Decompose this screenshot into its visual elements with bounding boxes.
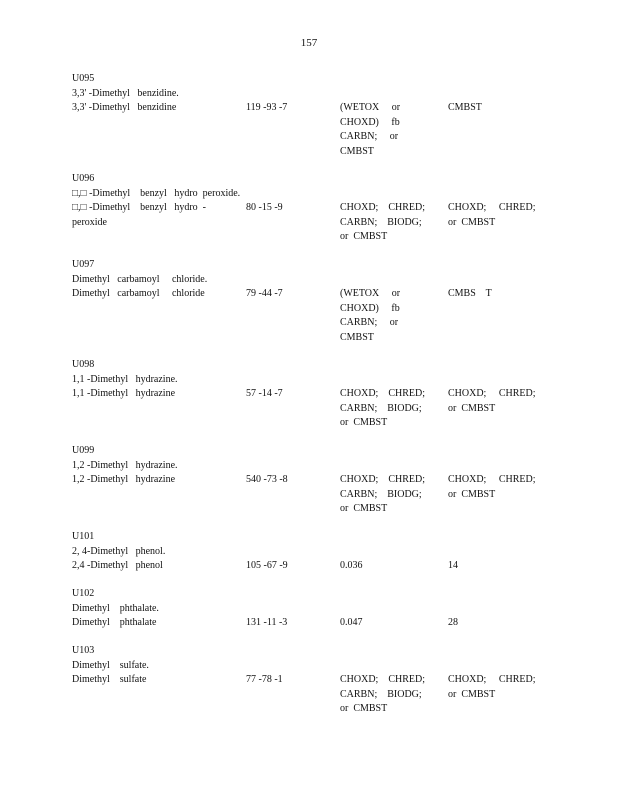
cas-number: 79 -44 -7 (246, 288, 283, 299)
chemical-name-header: Dimethyl phthalate. (72, 602, 159, 614)
chemical-name-header: 3,3' -Dimethyl benzidine. (72, 87, 179, 99)
nonwastewater-standard: CMBST (448, 102, 482, 113)
wastewater-standard: (WETOX or CHOXD) fb CARBN; or CMBST (340, 288, 401, 343)
waste-entry-u103 (72, 644, 552, 714)
chemical-name-header: 2, 4-Dimethyl phenol. (72, 545, 166, 557)
waste-code: U098 (72, 359, 95, 370)
cas-number: 131 -11 -3 (246, 617, 288, 628)
waste-code: U102 (72, 588, 95, 599)
waste-entry-u096 (72, 172, 552, 242)
cas-number: 77 -78 -1 (246, 674, 283, 685)
nonwastewater-standard: CHOXD; CHRED; or CMBST (448, 202, 536, 228)
waste-code: U095 (72, 73, 95, 84)
wastewater-standard: CHOXD; CHRED; CARBN; BIODG; or CMBST (340, 674, 426, 714)
wastewater-standard: CHOXD; CHRED; CARBN; BIODG; or CMBST (340, 202, 426, 242)
waste-entry-u097 (72, 258, 552, 343)
chemical-name: 1,1 -Dimethyl hydrazine (72, 388, 176, 399)
cas-number: 57 -14 -7 (246, 388, 283, 399)
cas-number: 105 -67 -9 (246, 560, 288, 571)
wastewater-standard: 0.047 (340, 617, 363, 628)
waste-entry-u102 (72, 587, 552, 628)
nonwastewater-standard: 28 (448, 617, 458, 628)
waste-entry-u095 (72, 72, 552, 157)
waste-code: U096 (72, 173, 95, 184)
chemical-name: 3,3' -Dimethyl benzidine (72, 102, 177, 113)
waste-entry-u099 (72, 444, 552, 514)
cas-number: 540 -73 -8 (246, 474, 288, 485)
chemical-name: Dimethyl phthalate (72, 617, 157, 628)
chemical-name: 2,4 -Dimethyl phenol (72, 560, 163, 571)
chemical-name: □,□ -Dimethyl benzyl hydro - peroxide (72, 202, 206, 228)
chemical-name: Dimethyl carbamoyl chloride (72, 288, 205, 299)
wastewater-standard: CHOXD; CHRED; CARBN; BIODG; or CMBST (340, 388, 426, 428)
waste-code: U097 (72, 259, 95, 270)
waste-code: U099 (72, 445, 95, 456)
waste-entry-u101 (72, 530, 552, 571)
chemical-name-header: Dimethyl sulfate. (72, 659, 149, 671)
cas-number: 119 -93 -7 (246, 102, 288, 113)
nonwastewater-standard: CHOXD; CHRED; or CMBST (448, 388, 536, 414)
nonwastewater-standard: CMBS T (448, 288, 492, 299)
waste-code: U101 (72, 531, 95, 542)
waste-code: U103 (72, 645, 95, 656)
nonwastewater-standard: CHOXD; CHRED; or CMBST (448, 474, 536, 500)
page-number: 157 (300, 37, 318, 49)
waste-entry-u098 (72, 358, 552, 428)
cas-number: 80 -15 -9 (246, 202, 283, 213)
chemical-name-header: Dimethyl carbamoyl chloride. (72, 273, 208, 285)
nonwastewater-standard: CHOXD; CHRED; or CMBST (448, 674, 536, 700)
chemical-name: Dimethyl sulfate (72, 674, 147, 685)
wastewater-standard: (WETOX or CHOXD) fb CARBN; or CMBST (340, 102, 401, 157)
wastewater-standard: 0.036 (340, 560, 363, 571)
wastewater-standard: CHOXD; CHRED; CARBN; BIODG; or CMBST (340, 474, 426, 514)
nonwastewater-standard: 14 (448, 560, 458, 571)
chemical-name-header: 1,1 -Dimethyl hydrazine. (72, 373, 178, 385)
chemical-name-header: 1,2 -Dimethyl hydrazine. (72, 459, 178, 471)
chemical-name: 1,2 -Dimethyl hydrazine (72, 474, 176, 485)
chemical-name-header: □,□ -Dimethyl benzyl hydro peroxide. (72, 187, 241, 199)
